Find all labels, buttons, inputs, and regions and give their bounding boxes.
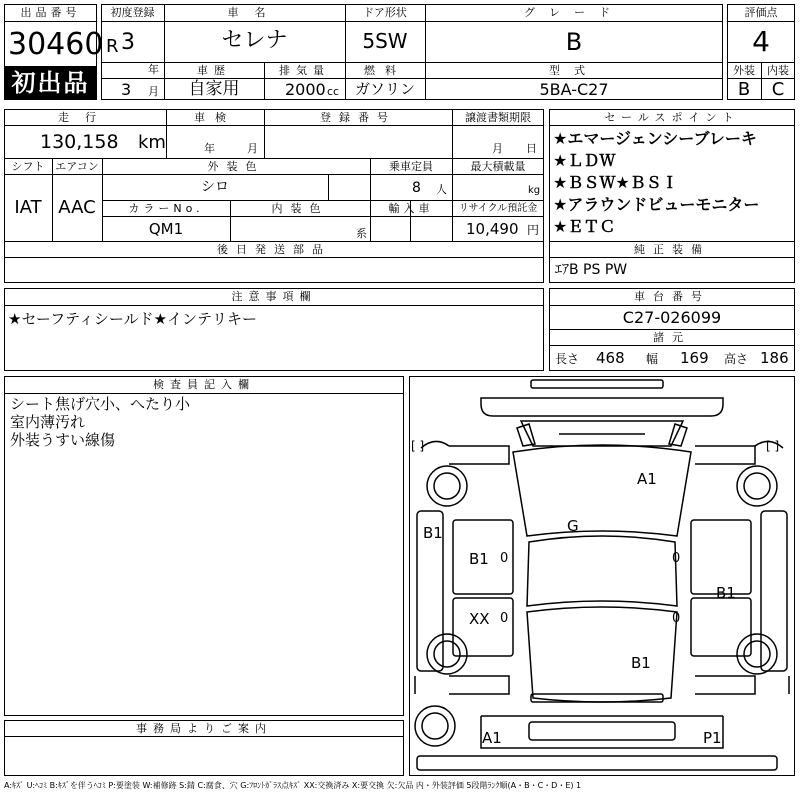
intcolor-label: 内装色 <box>271 202 329 215</box>
ac-label: エアコン <box>55 160 99 173</box>
damage-zero-4: 0 <box>672 611 681 626</box>
damage-zero-2: 0 <box>672 551 681 566</box>
fuel-value: ガソリン <box>354 80 415 98</box>
color-label: 外装色 <box>207 160 265 173</box>
car-diagram <box>409 376 795 776</box>
inspection-year-unit: 年 <box>204 142 215 155</box>
int-label: 内装 <box>767 64 789 77</box>
reg-era: R <box>106 36 119 57</box>
sales-item-5: ★ＥＴＣ <box>553 217 616 236</box>
displacement-unit: cc <box>327 85 340 98</box>
damage-p1: P1 <box>703 729 722 747</box>
doc-month-unit: 月 <box>492 142 503 155</box>
damage-g: G <box>567 517 579 535</box>
load-label: 最大積載量 <box>470 160 526 173</box>
history-value: 自家用 <box>188 79 240 99</box>
inspection-label: 車検 <box>194 111 236 124</box>
bracket-right: [ ] <box>766 439 780 453</box>
recycle-label: リサイクル預託金 <box>458 203 538 214</box>
score-value: 4 <box>752 25 770 58</box>
damage-xx: XX <box>469 610 490 628</box>
chassis-label: 車台番号 <box>634 290 710 303</box>
model-value: 5BA-C27 <box>539 80 609 99</box>
width-value: 169 <box>680 349 709 367</box>
ext-grade: B <box>737 79 751 100</box>
history-label: 車歴 <box>197 64 231 77</box>
mileage-value: 130,158 <box>40 131 119 153</box>
displacement-label: 排気量 <box>279 64 330 77</box>
load-unit: kg <box>528 185 541 196</box>
length-value: 468 <box>596 349 625 367</box>
mileage-label: 走行 <box>58 111 112 124</box>
damage-a1-bottom: A1 <box>482 729 502 747</box>
notes-label: 注意事項欄 <box>231 290 317 303</box>
recycle-unit: 円 <box>527 223 540 237</box>
door-value: 5SW <box>362 29 408 53</box>
height-value: 186 <box>760 349 789 367</box>
reg-month-unit: 月 <box>148 85 159 98</box>
inspector-label: 検査員記入欄 <box>153 378 255 391</box>
doc-label: 譲渡書類期限 <box>465 111 531 124</box>
color-value: シロ <box>201 179 229 195</box>
ac-value: AAC <box>58 197 96 218</box>
inspector-line-3: 外装うすい線傷 <box>10 431 116 449</box>
door-label: ドア形状 <box>363 6 407 19</box>
sales-label: セールスポイント <box>604 111 740 124</box>
length-label: 長さ <box>555 352 580 366</box>
grade-value: B <box>565 28 583 56</box>
reg-label: 初度登録 <box>110 6 155 19</box>
first-listing-badge: 初出品 <box>4 66 97 100</box>
mileage-unit: km <box>138 132 166 153</box>
reg-year: 3 <box>121 30 135 55</box>
sales-item-1: ★エマージェンシーブレーキ <box>553 129 757 148</box>
later-parts-label: 後日発送部品 <box>217 243 331 256</box>
doc-day-unit: 日 <box>526 142 537 155</box>
sales-item-4: ★アラウンドビューモニター <box>553 195 760 214</box>
shift-label: シフト <box>11 160 45 173</box>
damage-a1-top: A1 <box>637 470 657 488</box>
height-label: 高さ <box>724 352 749 366</box>
bracket-left: [ ] <box>411 439 425 453</box>
reg-year-unit: 年 <box>148 63 159 76</box>
damage-b1-back: B1 <box>631 654 651 672</box>
office-label: 事務局よりご案内 <box>136 722 272 735</box>
regno-label: 登録番号 <box>320 111 396 124</box>
spec-label: 諸元 <box>653 331 691 344</box>
shift-value: IAT <box>14 197 42 218</box>
int-grade: C <box>771 79 785 100</box>
inspector-line-2: 室内薄汚れ <box>10 413 86 431</box>
sales-item-3: ★ＢＳＷ★ＢＳＩ <box>553 173 678 192</box>
reg-month: 3 <box>121 80 132 99</box>
score-label: 評価点 <box>744 6 778 19</box>
displacement-value: 2000 <box>285 80 326 99</box>
damage-b1-right: B1 <box>716 584 736 602</box>
car-name-label: 車名 <box>227 6 282 19</box>
car-name: セレナ <box>221 28 288 53</box>
ext-label: 外装 <box>733 64 755 77</box>
sales-item-2: ★ＬＤＷ <box>553 151 616 170</box>
lot-label: 出品番号 <box>20 6 81 19</box>
damage-b1-left: B1 <box>423 524 443 542</box>
capacity-value: 8 <box>412 180 421 196</box>
lot-number: 30460 <box>8 27 104 62</box>
equipment-label: 純正装備 <box>634 243 710 256</box>
width-label: 幅 <box>646 352 659 366</box>
damage-b1-door: B1 <box>469 550 489 568</box>
inspector-line-1: シート焦げ穴小、へたり小 <box>10 395 191 413</box>
inspection-month-unit: 月 <box>247 142 258 155</box>
chassis-value: C27-026099 <box>622 308 722 327</box>
colorno-value: QM1 <box>148 220 184 238</box>
grade-label: グレード <box>524 6 624 19</box>
damage-zero-1: 0 <box>500 551 509 566</box>
recycle-value: 10,490 <box>466 220 519 238</box>
legend-text: A:ｷｽﾞ U:ﾍｺﾐ B:ｷｽﾞを伴うﾍｺﾐ P:要塗装 W:補修跡 S:錆 C:腐食、穴 G:ﾌﾛﾝﾄｶﾞﾗｽ点ｷｽﾞ XX:交換済み X:要交換 欠:欠品 内・外装評価 5段階ﾗﾝｸ順(A・B・C・D・E) 1 <box>4 781 582 790</box>
equipment-value: ｴｱB PS PW <box>555 262 628 278</box>
colorno-label: カラーNo. <box>128 202 204 215</box>
damage-zero-3: 0 <box>500 611 509 626</box>
notes-value: ★セーフティシールド★インテリキー <box>8 310 258 328</box>
import-label: 輸入車 <box>388 202 434 215</box>
capacity-unit: 人 <box>436 183 447 196</box>
model-label: 型式 <box>549 64 599 77</box>
fuel-label: 燃料 <box>364 64 406 77</box>
capacity-label: 乗車定員 <box>389 160 433 173</box>
intcolor-unit: 系 <box>356 227 367 240</box>
